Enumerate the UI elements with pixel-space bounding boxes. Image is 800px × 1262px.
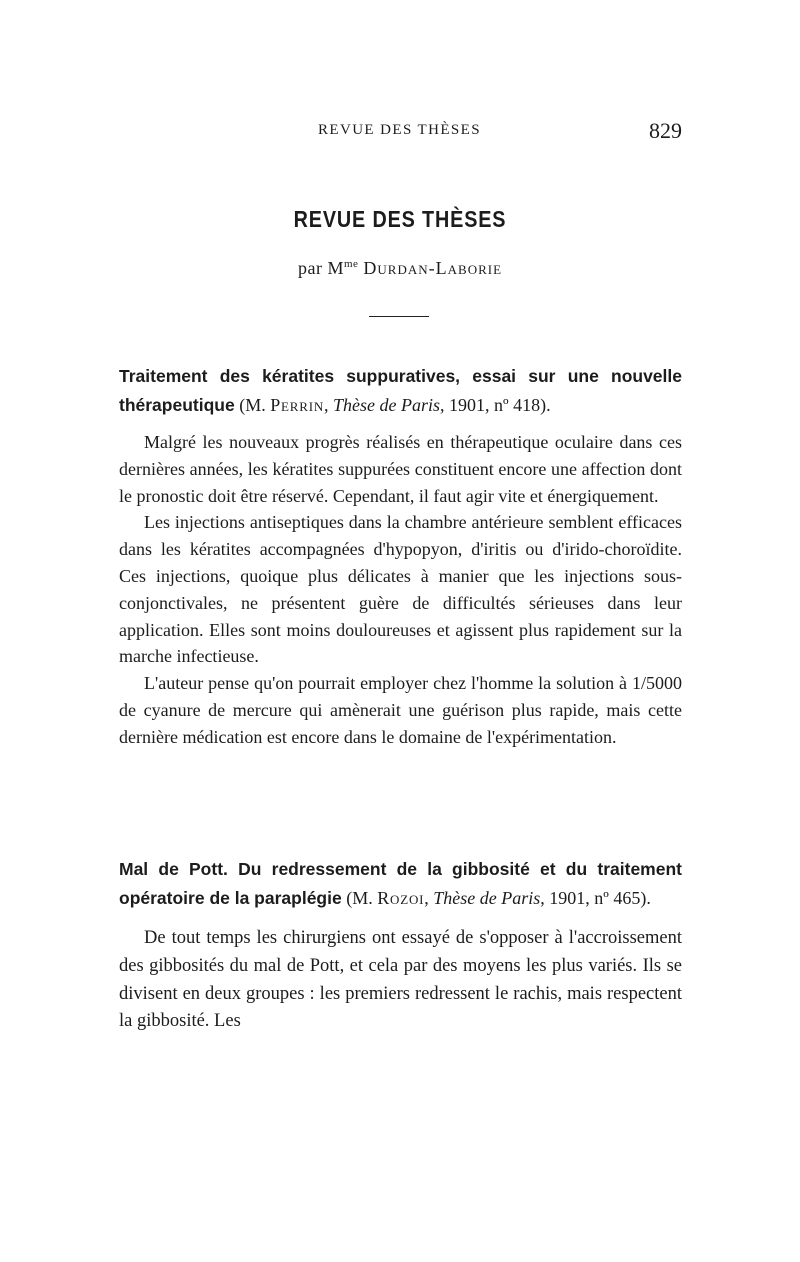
page-title: REVUE DES THÈSES (293, 206, 507, 232)
byline-author: Durdan-Laborie (363, 258, 503, 278)
article-citation (235, 395, 551, 415)
citation-details: , 1901, nº 465). (540, 888, 651, 908)
citation-author: Rozoi (377, 888, 425, 908)
article-heading (119, 855, 682, 913)
citation-open: (M. (234, 395, 271, 415)
byline-title-sup: me (343, 258, 359, 270)
article-title: Traitement des kératites suppuratives, essai sur une nouvelle thérapeutique (119, 366, 682, 415)
citation-comma: , (424, 888, 434, 908)
byline-par: par (297, 258, 323, 278)
article-keratites (119, 362, 682, 751)
title-divider (369, 316, 429, 317)
paragraph: De tout temps les chirurgiens ont essayé de s'opposer à l'accroissement des gibbosités du mal de Pott, et cela par des moyens les plus variés. Ils se divisent en deux groupes : les premiers redressent le rachis, mais respectent la gibbosité. Les (119, 928, 682, 1032)
byline (0, 258, 800, 279)
paragraph: Les injections antiseptiques dans la chambre antérieure semblent efficaces dans les kératites accompagnées d'hypopyon, d'iritis ou d'irido-choroïdite. Ces injections, quoique plus délicates à manier que les injections sous-conjonctivales, ne présentent guère de difficultés sérieuses dans leur application. Elles sont moins douloureuses et agissent plus rapidement sur la marche infectieuse. (119, 512, 682, 667)
page-number: 829 (649, 118, 682, 143)
article-title: Mal de Pott. Du redressement de la gibbosité et du traitement opératoire de la paraplégie (119, 859, 682, 908)
citation-thesis: Thèse de Paris (433, 888, 541, 908)
byline-title: M (327, 258, 344, 278)
running-head (0, 118, 800, 146)
paragraph: L'auteur pense qu'on pourrait employer chez l'homme la solution à 1/5000 de cyanure de mercure qui amènerait une guérison plus rapide, mais cette dernière médication est encore dans le domaine de l'expérimentation. (119, 673, 682, 747)
citation-comma: , (324, 395, 334, 415)
article-citation (342, 888, 651, 908)
paragraph: Malgré les nouveaux progrès réalisés en thérapeutique oculaire dans ces dernières années, les kératites suppurées constituent encore une affection dont le pronostic doit être réservé. Cependant, il faut agir vite et énergiquement. (119, 432, 682, 506)
citation-thesis: Thèse de Paris (333, 395, 441, 415)
running-title: REVUE DES THÈSES (318, 122, 481, 138)
article-mal-de-pott (119, 855, 682, 1036)
citation-open: (M. (341, 888, 378, 908)
citation-author: Perrin (270, 395, 325, 415)
citation-details: , 1901, nº 418). (440, 395, 551, 415)
article-heading (119, 362, 682, 420)
